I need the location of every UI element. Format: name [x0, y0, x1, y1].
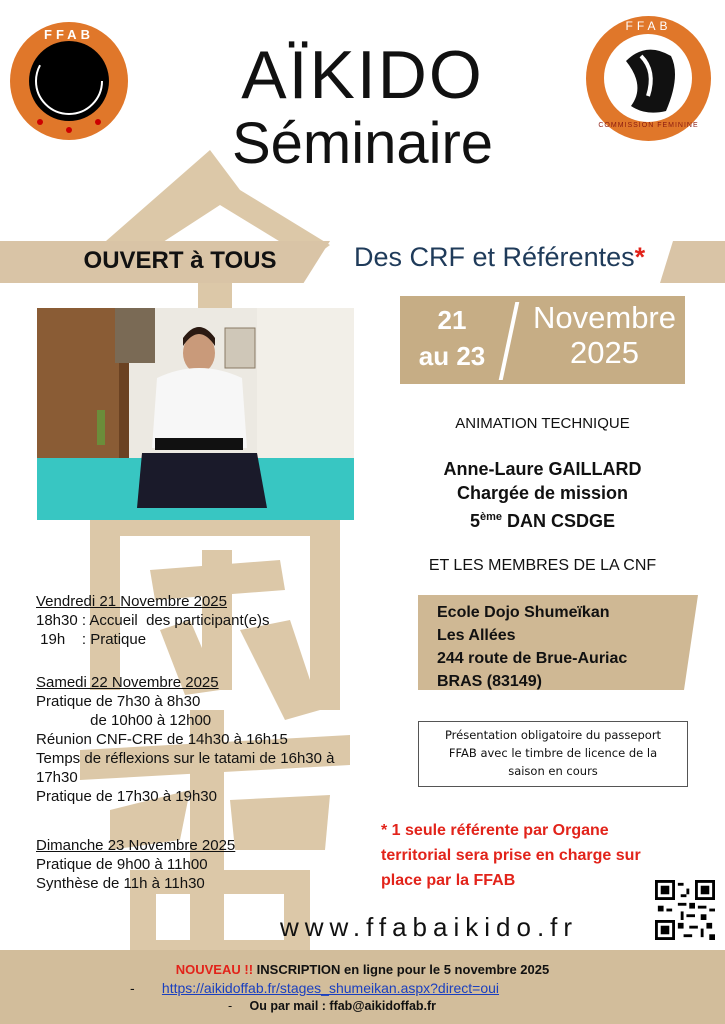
schedule-day-title: Samedi 22 Novembre 2025 [36, 674, 219, 691]
website-url[interactable]: www.ffabaikido.fr [280, 912, 579, 942]
date-month: Novembre [533, 300, 676, 335]
passport-line: FFAB avec le timbre de licence de la [448, 746, 658, 760]
audience-text: Des CRF et Référentes [354, 242, 635, 272]
schedule-day-title: Dimanche 23 Novembre 2025 [36, 837, 236, 854]
instructor-photo [37, 308, 354, 520]
schedule-line: Pratique de 17h30 à 19h30 [36, 788, 217, 805]
grade-title: DAN CSDGE [502, 511, 616, 531]
audience-star: * [634, 242, 646, 272]
mail-text[interactable]: Ou par mail : ffab@aikidoffab.fr [249, 999, 437, 1013]
page-subtitle: Séminaire [231, 111, 494, 176]
new-label: NOUVEAU !! [175, 962, 254, 977]
schedule-line: 18h30 : Accueil des participant(e)s [36, 612, 270, 629]
venue-line: Les Allées [437, 627, 516, 644]
schedule-line: 19h : Pratique [36, 631, 147, 648]
logo-ffab-text: FFAB [625, 19, 672, 33]
schedule-line: Temps de réflexions sur le tatami de 16h30 à [36, 750, 335, 767]
passport-line: saison en cours [508, 764, 598, 778]
date-day-start: 21 [437, 305, 467, 335]
schedule-line: Réunion CNF-CRF de 14h30 à 16h15 [36, 731, 288, 748]
grade-number: 5 [469, 511, 480, 531]
footer-mail-line: - Ou par mail : ffab@aikidoffab.fr [228, 999, 437, 1013]
instructor-grade [400, 505, 685, 533]
date-year: 2025 [570, 335, 639, 370]
venue-line: BRAS (83149) [437, 673, 542, 690]
dash: - [130, 980, 135, 996]
instructor-info [400, 457, 685, 533]
venue-line: 244 route de Brue-Auriac [437, 650, 628, 667]
open-banner-text: OUVERT à TOUS [83, 247, 277, 274]
cnf-members: ET LES MEMBRES DE LA CNF [428, 557, 657, 574]
venue-line: Ecole Dojo Shumeïkan [437, 604, 610, 621]
footer-inscription [0, 962, 725, 977]
schedule-line: Pratique de 7h30 à 8h30 [36, 693, 201, 710]
instructor-role: Chargée de mission [456, 483, 629, 503]
date-month-year [522, 300, 687, 370]
schedule-friday [36, 592, 269, 649]
schedule-line: Synthèse de 11h à 11h30 [36, 875, 205, 892]
schedule-saturday [36, 673, 335, 806]
passport-note [418, 721, 688, 787]
schedule-line: de 10h00 à 12h00 [36, 712, 212, 729]
grade-suffix: ème [479, 511, 503, 523]
venue-address [437, 601, 627, 693]
qr-code[interactable] [655, 880, 715, 940]
date-days [417, 302, 487, 374]
ffab-logo-text: FFAB [44, 27, 94, 42]
audience-banner-text [354, 242, 645, 273]
footer-link-line [130, 980, 499, 996]
referente-line: * 1 seule référente par Organe [381, 822, 609, 839]
instructor-name: Anne-Laure GAILLARD [443, 459, 642, 479]
date-day-end: au 23 [418, 341, 486, 371]
schedule-line: Pratique de 9h00 à 11h00 [36, 856, 208, 873]
referente-line: territorial sera prise en charge sur [381, 847, 641, 864]
inscription-link[interactable]: https://aikidoffab.fr/stages_shumeikan.aspx?direct=oui [161, 980, 500, 996]
schedule-line: 17h30 [36, 769, 78, 786]
inscription-text: INSCRIPTION en ligne pour le 5 novembre 2025 [253, 962, 550, 977]
page-title: AÏKIDO [241, 37, 484, 113]
referente-line: place par la FFAB [381, 872, 516, 889]
animation-heading: ANIMATION TECHNIQUE [455, 415, 630, 432]
logo-commission-text: COMMISSION FEMININE [598, 122, 699, 129]
passport-line: Présentation obligatoire du passeport [444, 728, 662, 742]
audience-banner-strip [660, 241, 725, 283]
schedule-sunday [36, 836, 235, 893]
schedule-day-title: Vendredi 21 Novembre 2025 [36, 593, 227, 610]
